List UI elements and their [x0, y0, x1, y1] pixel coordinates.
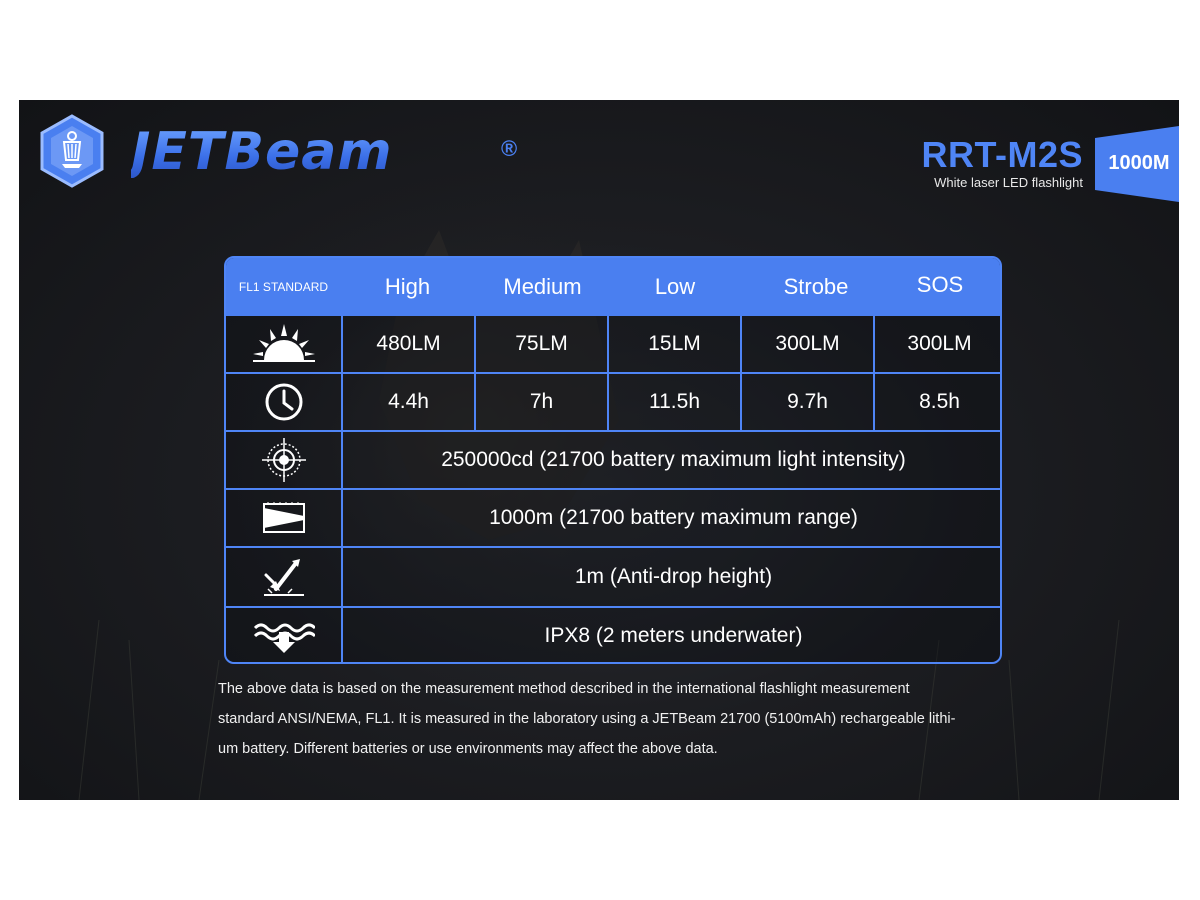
- runtime-value: 4.4h: [388, 390, 429, 413]
- impact-drop-icon: [226, 548, 341, 606]
- registered-mark: ®: [501, 136, 518, 161]
- waterproof-icon: [226, 608, 341, 664]
- lumen-value: 75LM: [515, 332, 568, 355]
- lumen-value: 15LM: [648, 332, 701, 355]
- runtime-value: 7h: [529, 390, 554, 413]
- mode-header: Strobe: [783, 274, 849, 299]
- intensity-value: 250000cd (21700 battery maximum light intensity): [441, 448, 906, 471]
- sun-output-icon: [226, 316, 341, 372]
- brand-wordmark: JETBeam: [131, 122, 393, 182]
- range-tag: 1000M: [1108, 152, 1170, 174]
- lumen-value: 300LM: [775, 332, 840, 355]
- standard-label: FL1 STANDARD: [238, 280, 329, 294]
- model-block: [921, 136, 1083, 190]
- lantern-hexagon-icon: [39, 114, 105, 188]
- runtime-value: 8.5h: [919, 390, 960, 413]
- spec-table: [224, 256, 1002, 664]
- measurement-footnote: [218, 674, 1008, 764]
- runtime-value: 9.7h: [787, 390, 828, 413]
- model-name: RRT-M2S: [921, 134, 1083, 175]
- mode-header: SOS: [916, 272, 964, 297]
- beam-distance-icon: [226, 490, 341, 546]
- model-subtitle: White laser LED flashlight: [934, 175, 1083, 190]
- target-intensity-icon: [226, 432, 341, 488]
- mode-header: Medium: [503, 274, 582, 299]
- lumen-value: 480LM: [376, 332, 441, 355]
- footnote-line: standard ANSI/NEMA, FL1. It is measured in the laboratory using a JETBeam 21700 (5100mAh) rechargeable lithi-: [218, 711, 956, 727]
- runtime-value: 11.5h: [649, 390, 700, 413]
- mode-header: Low: [654, 274, 696, 299]
- waterproof-value: IPX8 (2 meters underwater): [544, 624, 803, 647]
- lumen-value: 300LM: [907, 332, 972, 355]
- mode-header: High: [384, 274, 431, 299]
- impact-value: 1m (Anti-drop height): [574, 565, 773, 588]
- jetbeam-logo: [39, 114, 518, 188]
- clock-runtime-icon: [226, 374, 341, 430]
- range-value: 1000m (21700 battery maximum range): [489, 506, 858, 529]
- footnote-line: um battery. Different batteries or use environments may affect the above data.: [218, 741, 718, 757]
- footnote-line: The above data is based on the measurement method described in the international flashlight measurement: [218, 681, 910, 697]
- product-banner: [19, 100, 1179, 800]
